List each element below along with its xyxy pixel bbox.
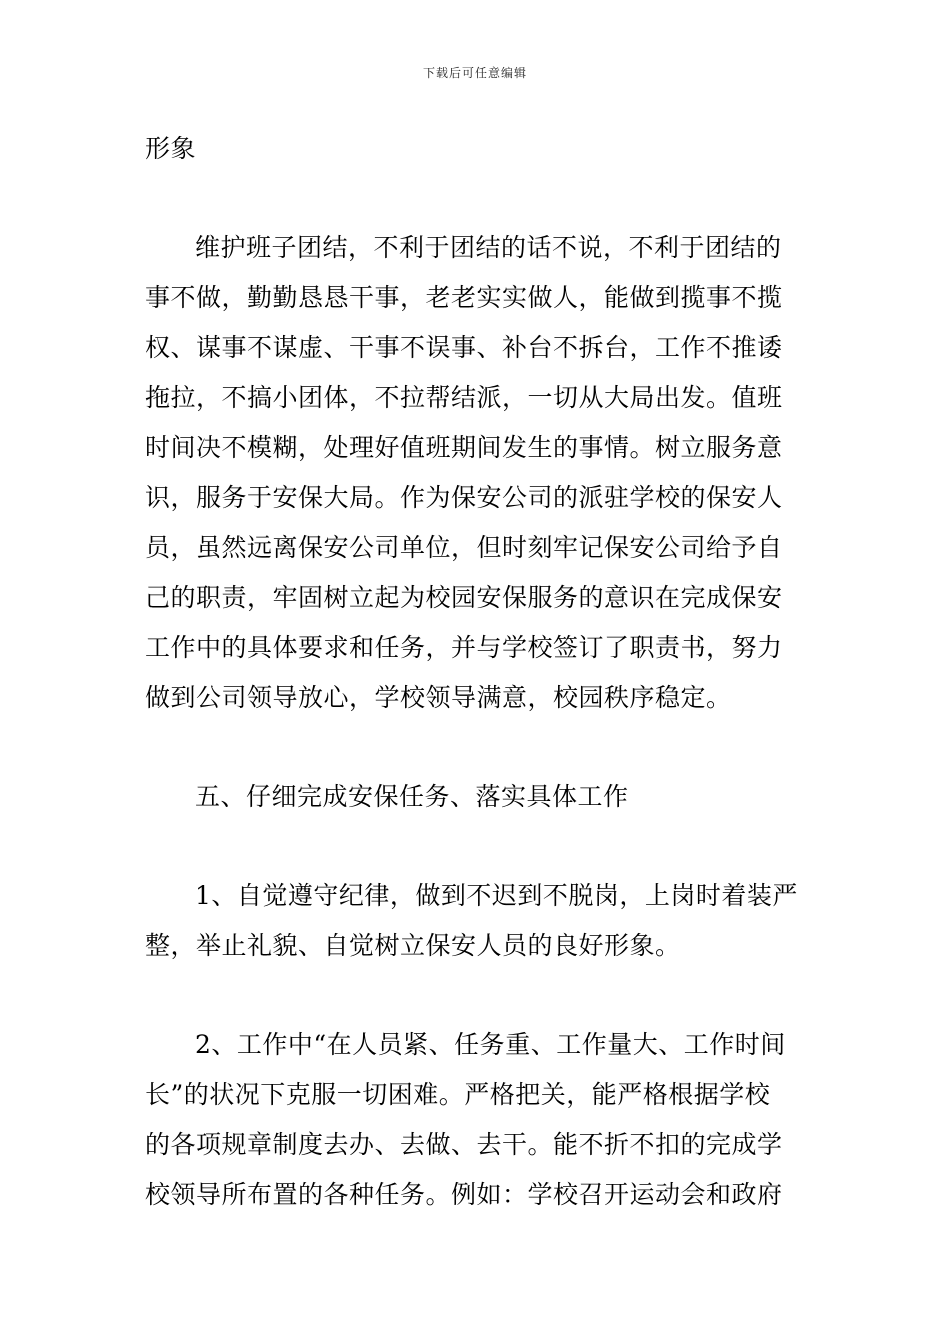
- text-line: 事不做，勤勤恳恳干事，老老实实做人，能做到揽事不揽: [145, 283, 783, 312]
- text-line: 的各项规章制度去办、去做、去干。能不折不扣的完成学: [145, 1130, 783, 1159]
- text-line: 工作中的具体要求和任务，并与学校签订了职责书，努力: [145, 633, 783, 662]
- text-line: 权、谋事不谋虚、干事不误事、补台不拆台，工作不推诿: [145, 333, 783, 362]
- text-line: 做到公司领导放心，学校领导满意，校园秩序稳定。: [145, 683, 732, 712]
- text-line: 时间决不模糊，处理好值班期间发生的事情。树立服务意: [145, 433, 783, 462]
- text-line: 拖拉，不搞小团体，不拉帮结派，一切从大局出发。值班: [145, 383, 783, 412]
- text-line: 员，虽然远离保安公司单位，但时刻牢记保安公司给予自: [145, 533, 783, 562]
- paragraph-first-line: 1、自觉遵守纪律，做到不迟到不脱岗，上岗时着装严: [195, 881, 798, 910]
- paragraph-first-line: 2、工作中“在人员紧、任务重、工作量大、工作时间: [195, 1030, 786, 1059]
- text-line: 己的职责，牢固树立起为校园安保服务的意识在完成保安: [145, 583, 783, 612]
- text-line: 校领导所布置的各种任务。例如：学校召开运动会和政府: [145, 1180, 783, 1209]
- paragraph-first-line: 维护班子团结，不利于团结的话不说，不利于团结的: [195, 233, 782, 262]
- text-line: 长”的状况下克服一切困难。严格把关，能严格根据学校: [145, 1080, 771, 1109]
- text-line: 识，服务于安保大局。作为保安公司的派驻学校的保安人: [145, 483, 783, 512]
- page-header-note: 下载后可任意编辑: [422, 66, 527, 80]
- section-heading: 五、仔细完成安保任务、落实具体工作: [195, 782, 629, 811]
- text-line: 形象: [145, 134, 197, 163]
- text-line: 整，举止礼貌、自觉树立保安人员的良好形象。: [145, 931, 681, 960]
